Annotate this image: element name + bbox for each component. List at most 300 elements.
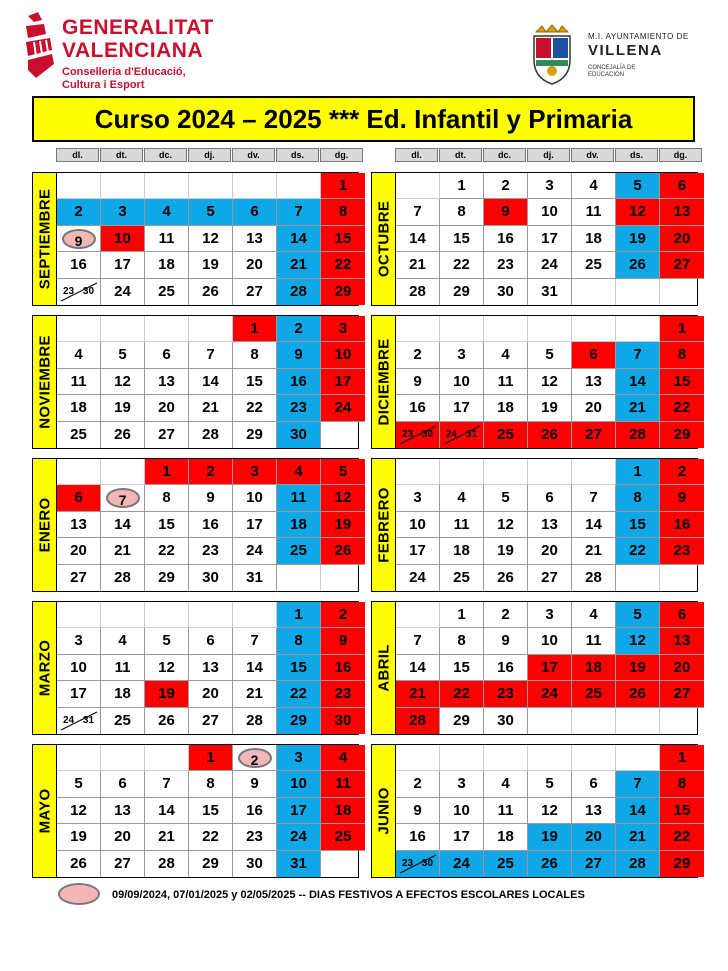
month-panel-abril [371,601,698,735]
empty-day-cell [528,316,572,342]
day-cell: 11 [484,369,528,395]
month-label [33,745,57,877]
day-cell: 17 [57,681,101,707]
month-label [33,173,57,305]
day-cell: 2 [277,316,321,342]
day-cell: 12 [189,226,233,252]
day-cell: 22 [440,681,484,707]
day-cell: 16 [277,369,321,395]
split-diagonal-icon [57,708,101,734]
weekday-label: ds. [615,148,658,162]
day-cell: 4 [321,745,365,771]
month-label [372,316,396,448]
day-cell: 7 [616,342,660,368]
day-cell: 20 [572,395,616,421]
empty-day-cell [57,173,101,199]
day-cell: 27 [660,681,704,707]
day-cell: 26 [616,681,660,707]
empty-day-cell [101,173,145,199]
day-cell: 1 [660,745,704,771]
day-cell: 8 [233,342,277,368]
day-cell: 20 [189,681,233,707]
day-cell: 24 [233,538,277,564]
day-cell: 10 [57,655,101,681]
day-cell: 10 [321,342,365,368]
day-cell: 16 [396,824,440,850]
day-cell: 15 [233,369,277,395]
day-cell: 18 [484,824,528,850]
day-cell [57,708,101,734]
day-cell: 24 [396,565,440,591]
empty-day-cell [189,316,233,342]
villena-shield-icon [530,24,574,86]
day-cell: 4 [145,199,189,225]
day-cell: 5 [528,771,572,797]
day-cell: 3 [101,199,145,225]
empty-day-cell [440,316,484,342]
day-cell: 16 [484,226,528,252]
empty-day-cell [572,279,616,305]
day-cell: 19 [189,252,233,278]
day-cell: 15 [660,369,704,395]
day-cell: 13 [101,798,145,824]
day-cell [396,851,440,877]
day-cell: 13 [660,199,704,225]
empty-day-cell [233,173,277,199]
day-cell: 16 [233,798,277,824]
day-cell: 18 [484,395,528,421]
month-panel-febrero [371,458,698,592]
day-cell: 17 [528,226,572,252]
day-cell: 15 [440,226,484,252]
empty-day-cell [660,565,704,591]
empty-day-cell [101,602,145,628]
day-cell: 7 [277,199,321,225]
day-cell: 15 [660,798,704,824]
empty-day-cell [101,316,145,342]
empty-day-cell [101,459,145,485]
day-cell: 8 [189,771,233,797]
concejalia-line2: EDUCACIÓN [588,72,625,78]
month-label [33,316,57,448]
day-cell: 14 [277,226,321,252]
day-cell: 11 [440,512,484,538]
day-cell: 4 [484,342,528,368]
day-cell: 21 [101,538,145,564]
day-cell: 2 [660,459,704,485]
day-cell: 16 [396,395,440,421]
day-cell: 8 [277,628,321,654]
day-cell: 12 [321,485,365,511]
day-cell: 29 [233,422,277,448]
day-cell: 1 [189,745,233,771]
month-panel-noviembre [32,315,359,449]
day-cell: 19 [321,512,365,538]
split-day-cell: 24 31 [62,714,95,726]
day-cell: 23 [484,252,528,278]
day-cell: 5 [528,342,572,368]
villena-name: VILLENA [588,42,663,59]
day-cell: 6 [660,173,704,199]
weekday-label: dj. [527,148,570,162]
empty-day-cell [321,422,365,448]
empty-day-cell [660,708,704,734]
day-cell: 22 [233,395,277,421]
day-cell: 16 [484,655,528,681]
day-cell: 25 [440,565,484,591]
day-cell: 9 [396,798,440,824]
day-cell: 22 [321,252,365,278]
day-cell: 15 [189,798,233,824]
day-cell: 18 [145,252,189,278]
day-cell: 25 [145,279,189,305]
day-cell: 28 [572,565,616,591]
day-cell: 27 [660,252,704,278]
day-cell: 18 [57,395,101,421]
day-cell: 28 [277,279,321,305]
day-cell: 24 [440,851,484,877]
day-cell: 13 [660,628,704,654]
day-cell: 4 [277,459,321,485]
day-cell: 27 [57,565,101,591]
empty-day-cell [189,602,233,628]
day-cell: 17 [440,395,484,421]
day-cell: 11 [145,226,189,252]
day-cell: 14 [145,798,189,824]
empty-day-cell [572,316,616,342]
day-cell: 4 [572,602,616,628]
day-cell: 12 [616,199,660,225]
empty-day-cell [57,316,101,342]
weekday-label: dg. [320,148,363,162]
day-cell: 30 [484,708,528,734]
empty-day-cell [572,745,616,771]
day-cell: 23 [660,538,704,564]
empty-day-cell [321,565,365,591]
day-cell: 5 [189,199,233,225]
empty-day-cell [528,459,572,485]
day-cell: 7 [396,199,440,225]
empty-day-cell [321,851,365,877]
day-cell: 21 [189,395,233,421]
empty-day-cell [57,745,101,771]
month-panel-mayo [32,744,359,878]
empty-day-cell [484,459,528,485]
day-cell: 4 [484,771,528,797]
day-cell: 7 [145,771,189,797]
day-cell: 14 [396,655,440,681]
day-cell: 17 [277,798,321,824]
day-cell: 23 [484,681,528,707]
day-cell: 22 [440,252,484,278]
generalitat-title-line2: VALENCIANA [62,39,204,62]
day-cell: 13 [528,512,572,538]
day-cell: 28 [145,851,189,877]
day-cell: 31 [233,565,277,591]
day-cell: 25 [277,538,321,564]
day-cell [440,422,484,448]
day-cell: 24 [277,824,321,850]
empty-day-cell [616,279,660,305]
day-cell: 8 [660,771,704,797]
month-name: ENERO [36,497,53,553]
day-cell: 12 [528,369,572,395]
day-cell: 11 [57,369,101,395]
day-cell: 25 [101,708,145,734]
month-panel-marzo [32,601,359,735]
day-cell: 16 [189,512,233,538]
day-cell: 19 [145,681,189,707]
day-cell: 19 [57,824,101,850]
day-cell: 2 [189,459,233,485]
day-cell: 29 [321,279,365,305]
month-name: DICIEMBRE [375,338,392,426]
day-cell: 10 [233,485,277,511]
empty-day-cell [572,708,616,734]
empty-day-cell [277,173,321,199]
conselleria-line2: Cultura i Esport [62,79,145,91]
generalitat-emblem-icon [22,12,58,82]
day-cell: 4 [57,342,101,368]
empty-day-cell [396,602,440,628]
day-cell: 28 [396,279,440,305]
conselleria-line1: Conselleria d'Educació, [62,66,186,78]
day-cell: 17 [528,655,572,681]
day-cell: 3 [528,173,572,199]
day-cell: 9 [233,771,277,797]
day-cell: 5 [101,342,145,368]
day-cell: 6 [572,771,616,797]
day-cell: 16 [57,252,101,278]
day-cell: 12 [484,512,528,538]
day-cell: 18 [572,226,616,252]
day-cell: 20 [145,395,189,421]
empty-day-cell [396,316,440,342]
day-cell: 20 [528,538,572,564]
day-cell: 28 [396,708,440,734]
local-holiday-marker: 9 [62,229,96,249]
empty-day-cell [660,279,704,305]
day-cell: 28 [189,422,233,448]
weekday-label: dc. [144,148,187,162]
day-cell: 11 [572,199,616,225]
day-cell: 18 [277,512,321,538]
day-cell: 13 [189,655,233,681]
ayuntamiento-line: M.I. AYUNTAMIENTO DE [588,32,689,41]
day-cell: 30 [233,851,277,877]
day-cell: 14 [396,226,440,252]
day-cell: 8 [660,342,704,368]
day-cell: 13 [572,369,616,395]
day-cell: 29 [440,279,484,305]
empty-day-cell [145,745,189,771]
weekday-label: dg. [659,148,702,162]
empty-day-cell [616,745,660,771]
day-cell: 3 [277,745,321,771]
split-diagonal-icon [440,422,484,448]
day-cell: 14 [233,655,277,681]
day-cell: 28 [233,708,277,734]
day-cell: 2 [484,173,528,199]
day-cell: 9 [484,628,528,654]
day-cell: 25 [484,851,528,877]
weekday-label: dc. [483,148,526,162]
empty-day-cell [616,565,660,591]
day-cell: 9 [321,628,365,654]
day-cell: 15 [145,512,189,538]
empty-day-cell [616,708,660,734]
day-cell: 20 [660,655,704,681]
day-cell: 24 [528,681,572,707]
empty-day-cell [484,745,528,771]
day-cell: 3 [57,628,101,654]
empty-day-cell [145,316,189,342]
month-label [33,459,57,591]
empty-day-cell [616,316,660,342]
day-cell: 6 [233,199,277,225]
split-day-cell: 23 30 [62,285,95,297]
day-cell: 3 [440,342,484,368]
day-cell: 23 [277,395,321,421]
day-cell: 12 [101,369,145,395]
day-cell: 2 [321,602,365,628]
day-cell: 21 [233,681,277,707]
month-name: ABRIL [375,644,392,692]
page-title: Curso 2024 – 2025 *** Ed. Infantil y Primaria [32,96,695,142]
day-cell: 14 [616,798,660,824]
empty-day-cell [145,173,189,199]
day-cell: 19 [484,538,528,564]
month-name: MARZO [36,639,53,697]
day-cell: 15 [440,655,484,681]
day-cell: 19 [528,395,572,421]
month-label [33,602,57,734]
weekday-label: dl. [56,148,99,162]
weekday-header-left [56,148,364,162]
day-cell: 10 [440,369,484,395]
empty-day-cell [101,745,145,771]
day-cell [233,745,277,771]
day-cell: 22 [145,538,189,564]
day-cell [57,279,101,305]
day-cell: 11 [572,628,616,654]
day-cell: 19 [616,226,660,252]
day-cell: 29 [277,708,321,734]
local-holiday-legend-marker [58,883,100,905]
day-cell: 16 [321,655,365,681]
day-cell: 27 [145,422,189,448]
month-name: FEBRERO [375,487,392,563]
day-cell: 8 [145,485,189,511]
month-name: JUNIO [375,787,392,835]
day-cell: 19 [101,395,145,421]
concejalia-line1: CONCEJALÍA DE [588,65,636,71]
empty-day-cell [440,459,484,485]
day-cell: 9 [396,369,440,395]
day-cell: 8 [321,199,365,225]
weekday-label: dt. [439,148,482,162]
day-cell: 27 [572,422,616,448]
day-cell: 25 [572,681,616,707]
day-cell: 10 [396,512,440,538]
split-day-cell: 23 30 [401,857,434,869]
day-cell: 21 [277,252,321,278]
day-cell: 10 [277,771,321,797]
month-panel-octubre [371,172,698,306]
day-cell: 31 [528,279,572,305]
day-cell: 5 [616,173,660,199]
day-cell: 9 [189,485,233,511]
day-cell: 4 [572,173,616,199]
day-cell: 23 [321,681,365,707]
day-cell: 8 [440,628,484,654]
day-cell [396,422,440,448]
day-cell: 29 [660,422,704,448]
day-cell: 7 [616,771,660,797]
day-cell: 16 [660,512,704,538]
day-cell: 13 [233,226,277,252]
day-cell: 31 [277,851,321,877]
weekday-header-right [395,148,703,162]
day-cell: 1 [145,459,189,485]
day-cell: 29 [189,851,233,877]
empty-day-cell [396,173,440,199]
day-cell: 11 [321,771,365,797]
day-cell: 19 [528,824,572,850]
local-holiday-marker: 7 [106,488,140,508]
day-cell: 4 [440,485,484,511]
split-diagonal-icon [396,422,440,448]
day-cell: 20 [57,538,101,564]
day-cell: 6 [528,485,572,511]
day-cell: 10 [528,628,572,654]
day-cell: 6 [660,602,704,628]
day-cell: 4 [101,628,145,654]
day-cell: 26 [616,252,660,278]
day-cell: 13 [57,512,101,538]
day-cell: 22 [660,395,704,421]
day-cell: 5 [145,628,189,654]
day-cell: 26 [484,565,528,591]
empty-day-cell [57,459,101,485]
day-cell [57,226,101,252]
day-cell: 28 [616,851,660,877]
day-cell: 10 [101,226,145,252]
day-cell: 27 [101,851,145,877]
day-cell: 27 [233,279,277,305]
month-label [372,745,396,877]
month-label [372,173,396,305]
day-cell: 30 [189,565,233,591]
day-cell: 14 [616,369,660,395]
day-cell: 24 [101,279,145,305]
weekday-label: dj. [188,148,231,162]
day-cell: 18 [321,798,365,824]
day-cell: 22 [277,681,321,707]
day-cell: 21 [616,395,660,421]
day-cell: 17 [101,252,145,278]
empty-day-cell [233,602,277,628]
day-cell: 17 [321,369,365,395]
day-cell: 8 [616,485,660,511]
day-cell: 22 [660,824,704,850]
day-cell: 27 [528,565,572,591]
local-holiday-legend-text: 09/09/2024, 07/01/2025 y 02/05/2025 -- DIAS FESTIVOS A EFECTOS ESCOLARES LOCALES [112,889,585,901]
day-cell: 3 [440,771,484,797]
month-panel-enero [32,458,359,592]
day-cell: 19 [616,655,660,681]
day-cell: 25 [572,252,616,278]
